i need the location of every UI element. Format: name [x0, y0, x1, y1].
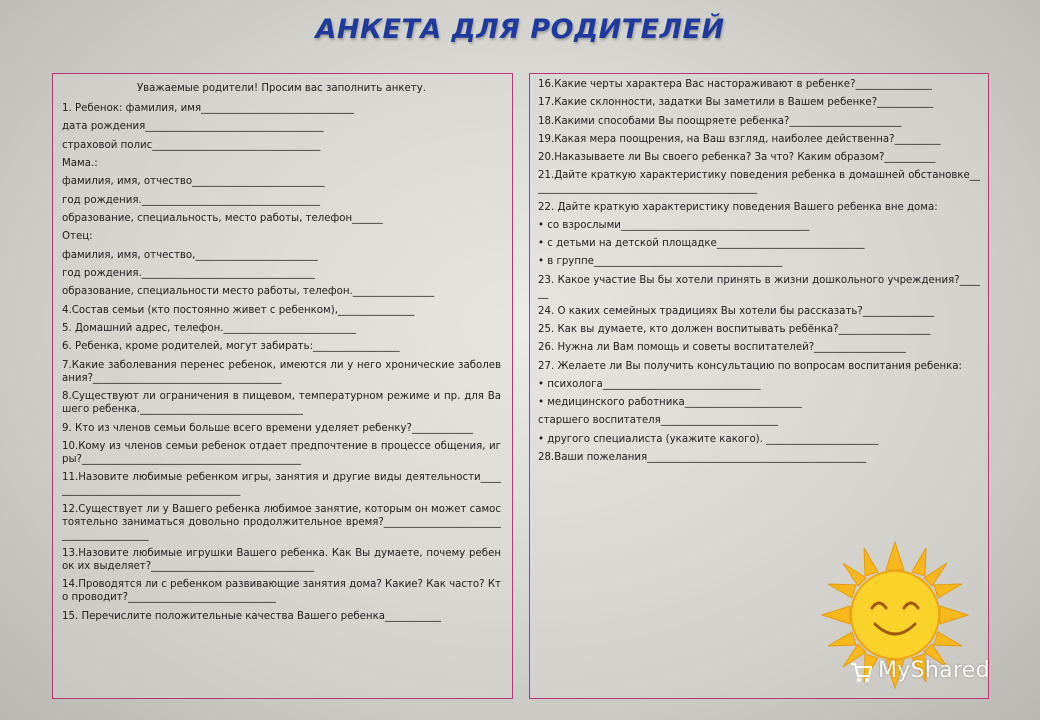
- question-line: 20.Наказываете ли Вы своего ребенка? За что? Каким образом?__________: [538, 152, 936, 163]
- question-line: 18.Какими способами Вы поощряете ребенка?______________________: [538, 115, 902, 127]
- question-line: Отец:: [62, 231, 93, 243]
- question-line: образование, специальности место работы, телефон.________________: [62, 286, 435, 298]
- watermark: MyShared: [878, 658, 990, 683]
- question-line: • со взрослыми_____________________________________: [538, 219, 810, 231]
- question-line: 17.Какие склонности, задатки Вы заметили в Вашем ребенке?___________: [538, 97, 934, 109]
- question-line: • психолога_______________________________: [538, 378, 761, 390]
- question-line: 1. Ребенок: фамилия, имя______________________________: [62, 103, 354, 114]
- question-line: 22. Дайте краткую характеристику поведения Вашего ребенка вне дома:: [538, 201, 938, 213]
- question-line: 28.Ваши пожелания___________________________________________: [538, 451, 867, 463]
- question-line: Мама.:: [62, 158, 98, 170]
- left-questions: [62, 102, 501, 623]
- question-line: 25. Как вы думаете, кто должен воспитывать ребёнка?__________________: [538, 324, 931, 335]
- question-line: • медицинского работника_______________________: [538, 397, 802, 408]
- right-questions: [538, 78, 980, 464]
- question-line: 4.Состав семьи (кто постоянно живет с ребенком),_______________: [62, 304, 415, 316]
- question-line: • другого специалиста (укажите какого). ______________________: [538, 433, 879, 445]
- question-line: страховой полис_________________________________: [62, 139, 321, 151]
- question-line: 14.Проводятся ли с ребенком развивающие занятия дома? Какие? Как часто? Кто проводит?_____________________________: [62, 579, 501, 604]
- question-line: 6. Ребенка, кроме родителей, могут забирать:_________________: [62, 341, 400, 353]
- question-line: 13.Назовите любимые игрушки Вашего ребенка. Как Вы думаете, почему ребенок их выделяет?________________________________: [62, 547, 501, 572]
- question-line: 15. Перечислите положительные качества Вашего ребенка___________: [62, 610, 442, 622]
- cart-icon: [848, 658, 874, 684]
- question-line: старшего воспитателя_______________________: [538, 415, 778, 427]
- question-line: год рождения.___________________________________: [62, 194, 320, 206]
- question-line: фамилия, имя, отчество,________________________: [62, 249, 318, 261]
- question-line: дата рождения___________________________________: [62, 121, 324, 133]
- question-line: • с детьми на детской площадке_____________________________: [538, 238, 865, 249]
- question-line: 24. О каких семейных традициях Вы хотели бы рассказать?______________: [538, 305, 935, 317]
- question-line: 12.Существует ли у Вашего ребенка любимое занятие, которым он может самостоятельно заниматься довольно продолжительное время?________________________________________: [62, 503, 501, 541]
- question-line: год рождения.__________________________________: [62, 268, 315, 280]
- page-title: АНКЕТА ДЛЯ РОДИТЕЛЕЙ: [315, 14, 725, 45]
- question-line: 8.Существуют ли ограничения в пищевом, температурном режиме и пр. для Вашего ребенка.________________________________: [62, 391, 501, 416]
- question-line: 27. Желаете ли Вы получить консультацию по вопросам воспитания ребенка:: [538, 360, 962, 372]
- question-line: образование, специальность, место работы, телефон______: [62, 213, 383, 225]
- left-column: [52, 73, 513, 699]
- question-line: 9. Кто из членов семьи больше всего времени уделяет ребенку?____________: [62, 422, 474, 434]
- sun-face: [851, 571, 939, 659]
- question-line: 10.Кому из членов семьи ребенок отдает предпочтение в процессе общения, игры?___________________________________________: [62, 440, 501, 465]
- question-line: 16.Какие черты характера Вас настораживают в ребенке?_______________: [538, 79, 932, 90]
- question-line: 7.Какие заболевания перенес ребенок, имеются ли у него хронические заболевания?_____________________________________: [62, 359, 501, 384]
- question-line: 5. Домашний адрес, телефон.__________________________: [62, 323, 356, 335]
- question-line: фамилия, имя, отчество__________________________: [62, 176, 325, 188]
- question-line: 26. Нужна ли Вам помощь и советы воспитателей?__________________: [538, 342, 906, 354]
- question-line: • в группе_____________________________________: [538, 256, 783, 268]
- question-line: 19.Какая мера поощрения, на Ваш взгляд, наиболее действенна?_________: [538, 133, 941, 145]
- question-line: 23. Какое участие Вы бы хотели принять в жизни дошкольного учреждения?______: [538, 274, 980, 299]
- question-line: 11.Назовите любимые ребенком игры, занятия и другие виды деятельности_______________________________________: [62, 472, 501, 497]
- greeting: Уважаемые родители! Просим вас заполнить анкету.: [136, 83, 427, 94]
- question-line: 21.Дайте краткую характеристику поведения ребенка в домашней обстановке_____________________________________________: [538, 170, 980, 195]
